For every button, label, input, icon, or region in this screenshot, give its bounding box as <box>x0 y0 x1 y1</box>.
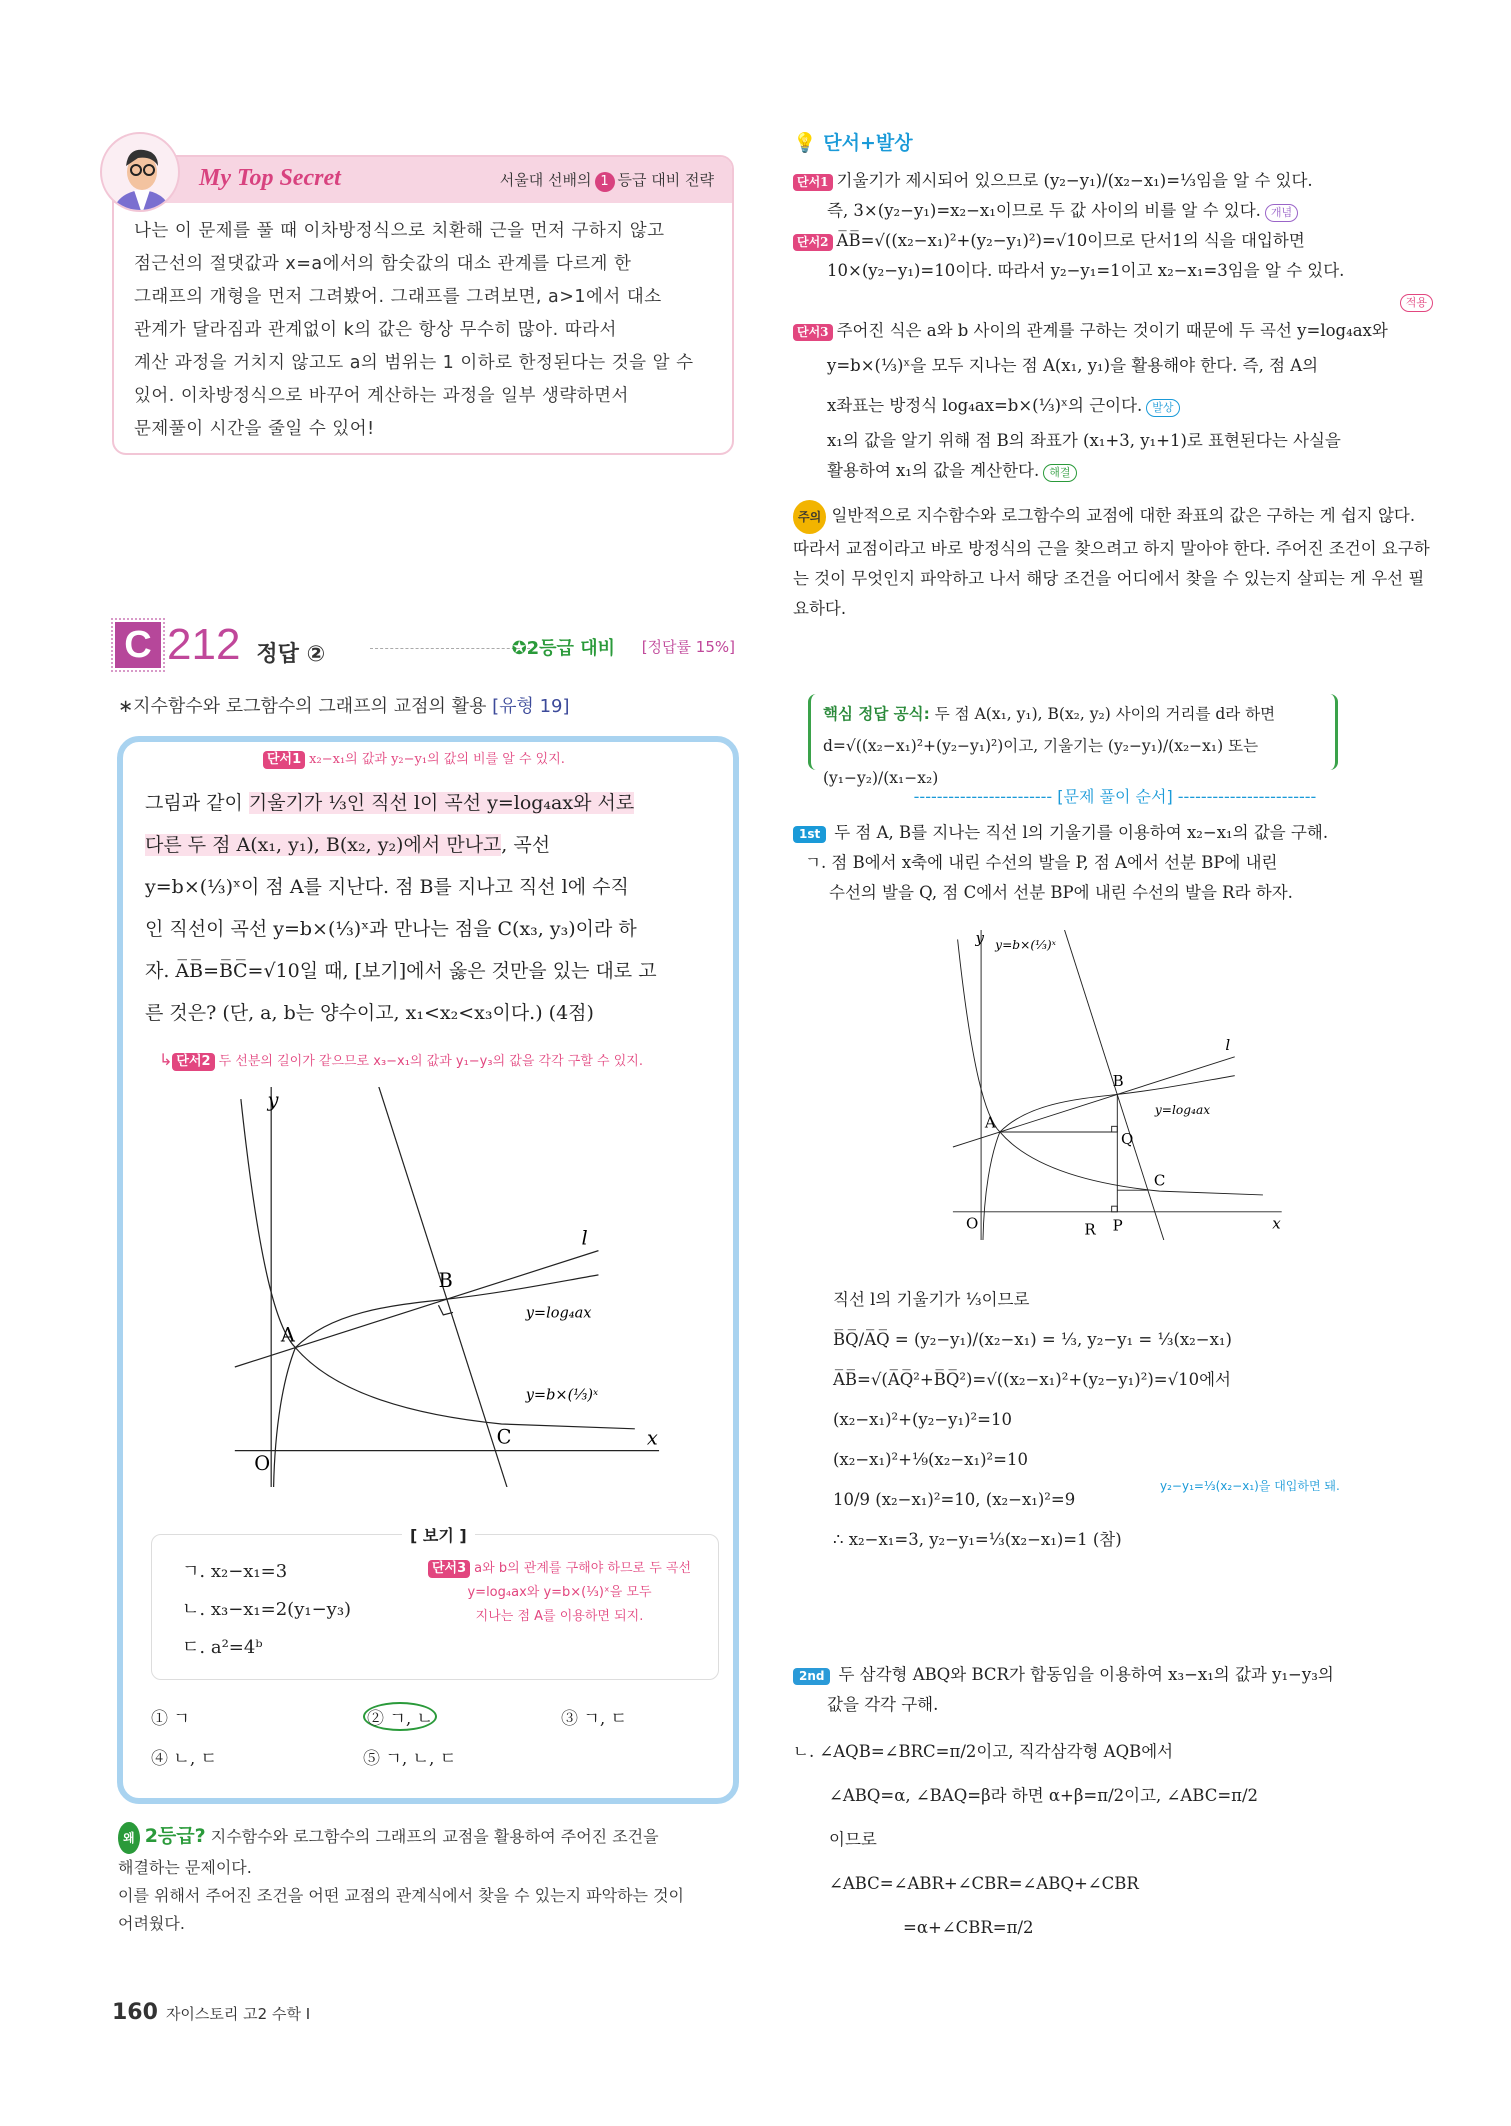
hint2-text: 두 선분의 길이가 같으므로 x₃−x₁의 값과 y₁−y₃의 값을 각각 구할 수 있지. <box>218 1054 643 1069</box>
proof-line: ㄴ. ∠AQB=∠BRC=π/2이고, 직각삼각형 AQB에서 <box>793 1742 1174 1761</box>
x-label: x <box>1272 1214 1281 1233</box>
topic <box>118 692 570 718</box>
clue3-tag: 단서3 <box>793 324 833 341</box>
divider <box>370 648 530 649</box>
clue-line: 주어진 식은 a와 b 사이의 관계를 구하는 것이기 때문에 두 곡선 y=log₄ax와 <box>836 321 1388 340</box>
step2 <box>793 1660 1433 1950</box>
y-label: y <box>267 1088 279 1112</box>
clue1-tag: 단서1 <box>793 174 833 191</box>
calc-line: A̅B̅=√(A̅Q̅²+B̅Q̅²)=√((x₂−x₁)²+(y₂−y₁)²)=√10에서 <box>833 1370 1231 1389</box>
hint3 <box>428 1557 691 1629</box>
clue-line: x₁의 값을 알기 위해 점 B의 좌표가 (x₁+3, y₁+1)로 표현된다는 사실을 <box>827 431 1341 450</box>
point-a-label: A <box>984 1113 996 1132</box>
caution-text: 일반적으로 지수함수와 로그함수의 교점에 대한 좌표의 값은 구하는 게 쉽지 않다. 따라서 교점이라고 바로 방정식의 근을 찾으려고 하지 말아야 한다. 주어진 조건이 요구하는 것이 무엇인지 파악하고 나서 해당 조건을 어디에서 찾을 수 있는지 살피는 게 우선 필요하다. <box>793 506 1430 618</box>
clue-line: 기울기가 제시되어 있으므로 (y₂−y₁)/(x₂−x₁)=⅓임을 알 수 있다. <box>836 171 1313 190</box>
hint2-tag: 단서2 <box>172 1053 214 1071</box>
secret-line: 문제풀이 시간을 줄일 수 있어! <box>134 419 375 439</box>
lightbulb-icon: 💡 <box>793 132 817 154</box>
why-section <box>118 1822 738 1938</box>
secret-line: 나는 이 문제를 풀 때 이차방정식으로 치환해 근을 먼저 구하지 않고 <box>134 221 665 241</box>
solution-graph <box>922 930 1322 1240</box>
why-line: 해결하는 문제이다. <box>118 1858 252 1877</box>
line-l-label: l <box>1225 1036 1231 1055</box>
problem-graph <box>233 1087 673 1487</box>
apply-mark: 적용 <box>1400 294 1433 312</box>
grade-label: ✪2등급 대비 <box>511 638 615 659</box>
problem-line: 인 직선이 곡선 y=b×(⅓)ˣ과 만나는 점을 C(x₃, y₃)이라 하 <box>145 918 637 940</box>
point-c-label: C <box>496 1425 512 1449</box>
step1 <box>793 818 1433 908</box>
section-title: 단서+발상 <box>823 132 913 154</box>
avatar <box>100 132 180 212</box>
step-line: ㄱ. 점 B에서 x축에 내린 수선의 발을 P, 점 A에서 선분 BP에 내린 <box>805 853 1278 872</box>
perpendicular-segments <box>1000 1094 1148 1211</box>
origin-label: O <box>966 1214 979 1233</box>
proof-line: ∠ABC=∠ABR+∠CBR=∠ABQ+∠CBR <box>829 1874 1139 1893</box>
point-b-label: B <box>1112 1071 1124 1090</box>
point-a-label: A <box>280 1323 295 1347</box>
clue-line: 활용하여 x₁의 값을 계산한다. <box>827 461 1040 480</box>
hint3-line: a와 b의 관계를 구해야 하므로 두 곡선 <box>474 1561 691 1576</box>
topic-text: ∗지수함수와 로그함수의 그래프의 교점의 활용 <box>118 696 493 717</box>
problem-line: 자. A̅B̅=B̅C̅=√10일 때, [보기]에서 옳은 것만을 있는 대로 고 <box>145 960 657 982</box>
line-l-label: l <box>581 1226 588 1250</box>
why-line: 지수함수와 로그함수의 그래프의 교점을 활용하여 주어진 조건을 <box>210 1827 659 1846</box>
grade-badge: 1 <box>595 172 615 192</box>
choice-3[interactable]: ③ ㄱ, ㄷ <box>561 1709 628 1729</box>
page-footer <box>112 2000 310 2025</box>
hint1-text: x₂−x₁의 값과 y₂−y₁의 값의 비를 알 수 있지. <box>309 752 565 767</box>
bogi-item: ㄴ. x₃−x₁=2(y₁−y₃) <box>182 1599 352 1620</box>
point-c-label: C <box>1153 1171 1166 1190</box>
bogi-title: [ 보기 ] <box>402 1523 475 1546</box>
secret-line: 그래프의 개형을 먼저 그려봤어. 그래프를 그려보면, a>1에서 대소 <box>134 287 662 307</box>
calc-line: ∴ x₂−x₁=3, y₂−y₁=⅓(x₂−x₁)=1 (참) <box>833 1530 1122 1549</box>
clue2-tag: 단서2 <box>793 234 833 251</box>
proof-line: ∠ABQ=α, ∠BAQ=β라 하면 α+β=π/2이고, ∠ABC=π/2 <box>829 1786 1259 1805</box>
bogi-item: ㄷ. a²=4ᵇ <box>182 1637 263 1658</box>
secret-line: 관계가 달라짐과 관계없이 k의 값은 항상 무수히 많아. 따라서 <box>134 320 617 340</box>
concept-mark: 개념 <box>1265 204 1298 222</box>
why-line: 이를 위해서 주어진 조건을 어떤 교점의 관계식에서 찾을 수 있는지 파악하는 것이 <box>118 1886 684 1905</box>
problem-box <box>117 736 739 1804</box>
problem-line: , 곡선 <box>501 834 551 856</box>
clue-section <box>793 128 1433 624</box>
choice-2-selected[interactable]: ② ㄱ, ㄴ <box>363 1702 437 1731</box>
clue-line: 10×(y₂−y₁)=10이다. 따라서 y₂−y₁=1이고 x₂−x₁=3임을 알 수 있다. <box>827 261 1345 280</box>
calc-line: (x₂−x₁)²+⅑(x₂−x₁)²=10 <box>833 1450 1028 1469</box>
secret-sub2: 등급 대비 전략 <box>617 171 714 189</box>
page-number: 160 <box>112 2000 158 2025</box>
problem-line: 그림과 같이 <box>145 792 249 814</box>
clue-line: 즉, 3×(y₂−y₁)=x₂−x₁이므로 두 값 사이의 비를 알 수 있다. <box>827 201 1261 220</box>
choice-4[interactable]: ④ ㄴ, ㄷ <box>151 1749 218 1769</box>
solution-order-divider: ------------------------ [문제 풀이 순서] ------------------------ <box>913 787 1317 806</box>
secret-line: 점근선의 절댓값과 x=a에서의 함숫값의 대소 관계를 다르게 한 <box>134 254 632 274</box>
x-label: x <box>646 1426 658 1450</box>
substitution-note: y₂−y₁=⅓(x₂−x₁)을 대입하면 돼. <box>1160 1479 1340 1493</box>
calc-line: 10/9 (x₂−x₁)²=10, (x₂−x₁)²=9 <box>833 1490 1076 1509</box>
problem-line: y=b×(⅓)ˣ이 점 A를 지난다. 점 B를 지나고 직선 l에 수직 <box>145 876 629 898</box>
clue-line: A̅B̅=√((x₂−x₁)²+(y₂−y₁)²)=√10이므로 단서1의 식을 대입하면 <box>836 231 1305 250</box>
step-line: 수선의 발을 Q, 점 C에서 선분 BP에 내린 수선의 발을 R라 하자. <box>829 883 1293 902</box>
calculation <box>793 1280 1433 1560</box>
log-label: y=log₄ax <box>1154 1103 1211 1118</box>
answer: 정답 ② <box>256 642 326 667</box>
hint2: ↳ 단서2 두 선분의 길이가 같으므로 x₃−x₁의 값과 y₁−y₃의 값을 각각 구할 수 있지. <box>159 1050 643 1069</box>
secret-title: My Top Secret <box>199 165 341 191</box>
hint3-tag: 단서3 <box>428 1560 470 1578</box>
key-title: 핵심 정답 공식: <box>823 705 930 723</box>
problem-header <box>115 622 735 668</box>
bogi-box <box>151 1526 719 1680</box>
problem-text <box>145 782 717 1034</box>
clue-line: y=b×(⅓)ˣ을 모두 지나는 점 A(x₁, y₁)을 활용해야 한다. 즉, 점 A의 <box>827 356 1319 375</box>
point-r-label: R <box>1084 1220 1096 1239</box>
caution-tag: 주의 <box>793 500 826 534</box>
proof-line: =α+∠CBR=π/2 <box>903 1918 1034 1937</box>
why-title: 2등급? <box>144 1825 206 1847</box>
step2-tag: 2nd <box>793 1668 830 1685</box>
hint3-line: y=log₄ax와 y=b×(⅓)ˣ을 모두 <box>467 1585 652 1600</box>
origin-label: O <box>254 1452 271 1476</box>
highlighted-clue: 다른 두 점 A(x₁, y₁), B(x₂, y₂)에서 만나고 <box>145 834 502 856</box>
choice-1[interactable]: ① ㄱ <box>151 1709 190 1729</box>
exp-curve <box>241 1099 635 1429</box>
calc-line: B̅Q̅/A̅Q̅ = (y₂−y₁)/(x₂−x₁) = ⅓, y₂−y₁ = ⅓(x₂−x₁) <box>833 1330 1232 1349</box>
exp-label: y=b×(⅓)ˣ <box>995 937 1057 952</box>
hint1 <box>263 748 565 769</box>
secret-subtitle <box>500 169 714 192</box>
why-tag: 왜 <box>118 1822 140 1854</box>
idea-mark: 발상 <box>1146 399 1179 417</box>
point-p-label: P <box>1112 1216 1123 1235</box>
choice-5[interactable]: ⑤ ㄱ, ㄴ, ㄷ <box>363 1749 457 1769</box>
proof-line: 이므로 <box>829 1830 877 1849</box>
point-q-label: Q <box>1121 1130 1134 1149</box>
topic-type: [유형 19] <box>492 696 570 717</box>
secret-line: 계산 과정을 거치지 않고도 a의 범위는 1 이하로 한정된다는 것을 알 수 <box>134 353 694 373</box>
hint1-tag: 단서1 <box>263 751 305 769</box>
y-label: y <box>975 930 984 948</box>
solve-mark: 해결 <box>1043 464 1076 482</box>
step2-lines <box>793 1730 1433 1950</box>
step-text: 두 점 A, B를 지나는 직선 l의 기울기를 이용하여 x₂−x₁의 값을 구해. <box>834 823 1329 842</box>
why-line: 어려웠다. <box>118 1914 185 1933</box>
key-line: 두 점 A(x₁, y₁), B(x₂, y₂) 사이의 거리를 d라 하면 <box>934 705 1276 723</box>
my-top-secret-box <box>112 155 734 455</box>
clue-line: x좌표는 방정식 log₄ax=b×(⅓)ˣ의 근이다. <box>827 396 1143 415</box>
secret-text <box>134 215 718 446</box>
calc-line: (x₂−x₁)²+(y₂−y₁)²=10 <box>833 1410 1012 1429</box>
problem-number: 212 <box>167 620 241 669</box>
level-badge: C <box>115 622 161 668</box>
step-text: 두 삼각형 ABQ와 BCR가 합동임을 이용하여 x₃−x₁의 값과 y₁−y₃의 <box>838 1665 1334 1684</box>
problem-line: 른 것은? (단, a, b는 양수이고, x₁<x₂<x₃이다.) (4점) <box>145 1002 594 1024</box>
highlighted-clue: 기울기가 ⅓인 직선 l이 곡선 y=log₄ax와 서로 <box>248 792 635 814</box>
log-label: y=log₄ax <box>525 1305 592 1322</box>
secret-sub1: 서울대 선배의 <box>499 171 592 189</box>
secret-line: 있어. 이차방정식으로 바꾸어 계산하는 과정을 일부 생략하면서 <box>134 386 629 406</box>
correct-rate: [정답률 15%] <box>641 638 735 656</box>
exp-label: y=b×(⅓)ˣ <box>525 1387 599 1404</box>
calc-line: 직선 l의 기울기가 ⅓이므로 <box>833 1290 1030 1309</box>
step-text: 값을 각각 구해. <box>827 1695 939 1714</box>
book-title: 자이스토리 고2 수학 I <box>165 2005 311 2023</box>
key-formula-box <box>808 694 1338 787</box>
step1-tag: 1st <box>793 826 826 843</box>
key-line: d=√((x₂−x₁)²+(y₂−y₁)²)이고, 기울기는 (y₂−y₁)/(x₂−x₁) 또는 (y₁−y₂)/(x₁−x₂) <box>823 737 1259 787</box>
hint3-line: 지나는 점 A를 이용하면 되지. <box>475 1609 644 1624</box>
point-b-label: B <box>438 1269 453 1292</box>
bogi-item: ㄱ. x₂−x₁=3 <box>182 1561 288 1582</box>
